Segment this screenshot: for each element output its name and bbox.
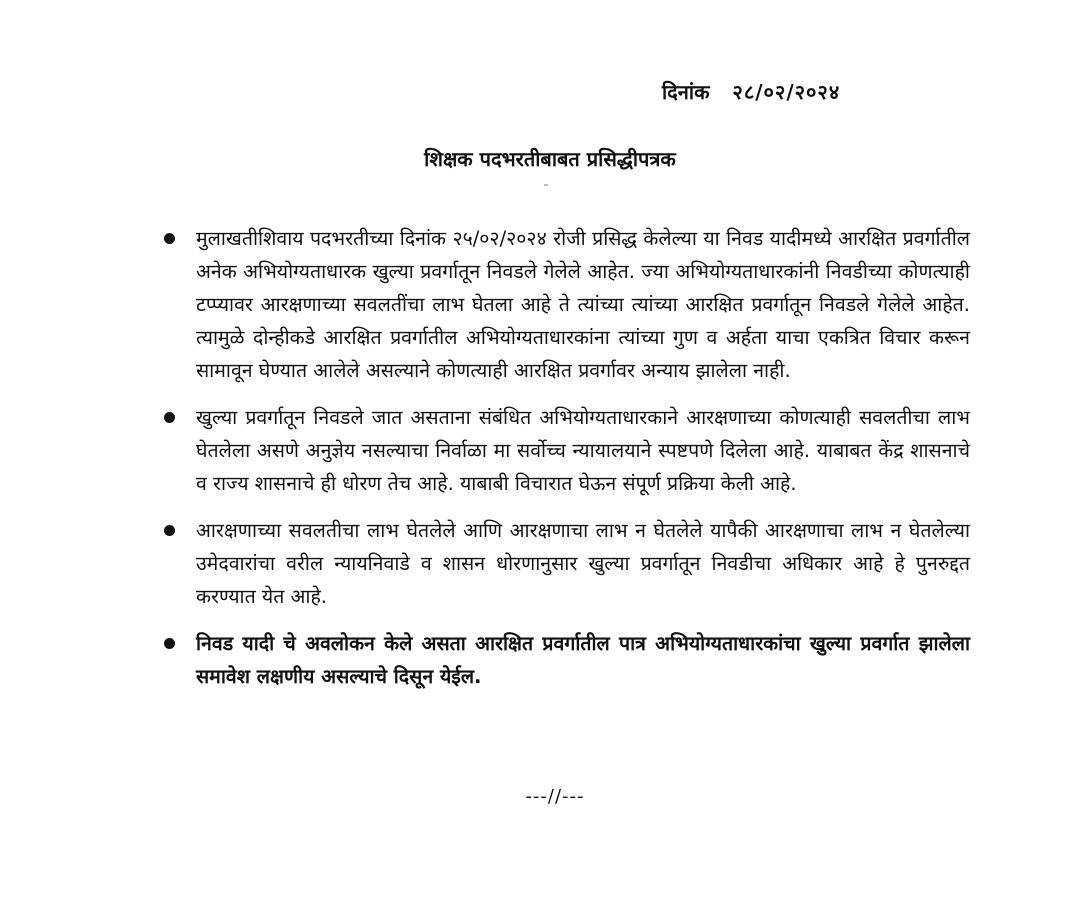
bullet-text: खुल्या प्रवर्गातून निवडले जात असताना संबंधित अभियोग्यताधारकाने आरक्षणाच्या कोणत्याही सवलतीचा लाभ घेतलेला असणे अनुज्ञेय नसल्याचा निर्वाळा मा सर्वोच्च न्यायालयाने स्पष्टपणे दिलेला आहे. याबाबत केंद्र शासनाचे व राज्य शासनाचे ही धोरण तेच आहे. याबाबी विचारात घेऊन संपूर्ण प्रक्रिया केली आहे. (196, 406, 970, 495)
date-label: दिनांक (662, 80, 710, 104)
bullet-text: निवड यादी चे अवलोकन केले असता आरक्षित प्रवर्गातील पात्र अभियोग्यताधारकांचा खुल्या प्रवर्गात झालेला समावेश लक्षणीय असल्याचे दिसून येईल. (196, 632, 970, 688)
bullet-dot-icon (164, 233, 175, 244)
bullet-text: आरक्षणाच्या सवलतीचा लाभ घेतलेले आणि आरक्षणाचा लाभ न घेतलेले यापैकी आरक्षणाचा लाभ न घेतलेल्या उमेदवारांचा वरील न्यायनिवाडे व शासन धोरणानुसार खुल्या प्रवर्गातून निवडीचा अधिकार आहे हे पुनरुद्दत करण्यात येत आहे. (196, 519, 970, 608)
bullet-item (160, 401, 970, 500)
scan-speck (544, 184, 548, 186)
page-title: शिक्षक पदभरतीबाबत प्रसिद्धीपत्रक (424, 147, 676, 171)
bullet-text: मुलाखतीशिवाय पदभरतीच्या दिनांक २५/०२/२०२४ रोजी प्रसिद्ध केलेल्या या निवड यादीमध्ये आरक्षित प्रवर्गातील अनेक अभियोग्यताधारक खुल्या प्रवर्गातून निवडले गेलेले आहेत. ज्या अभियोग्यताधारकांनी निवडीच्या कोणत्याही टप्प्यावर आरक्षणाच्या सवलतींचा लाभ घेतला आहे ते त्यांच्या त्यांच्या आरक्षित प्रवर्गातून निवडले गेलेले आहेत. त्यामुळे दोन्हीकडे आरक्षित प्रवर्गातील अभियोग्यताधारकांना त्यांच्या गुण व अर्हता याचा एकत्रित विचार करून सामावून घेण्यात आलेले असल्याने कोणत्याही आरक्षित प्रवर्गावर अन्याय झालेला नाही. (196, 227, 970, 382)
date-line (662, 78, 840, 105)
bullet-item-highlight (160, 627, 970, 693)
end-mark: ---//--- (525, 786, 585, 807)
bullet-dot-icon (164, 638, 175, 649)
bullet-item (160, 222, 970, 387)
bullet-dot-icon (164, 525, 175, 536)
date-value: २८/०२/२०२४ (732, 80, 841, 104)
bullet-list (160, 222, 970, 707)
bullet-item (160, 514, 970, 613)
bullet-dot-icon (164, 412, 175, 423)
